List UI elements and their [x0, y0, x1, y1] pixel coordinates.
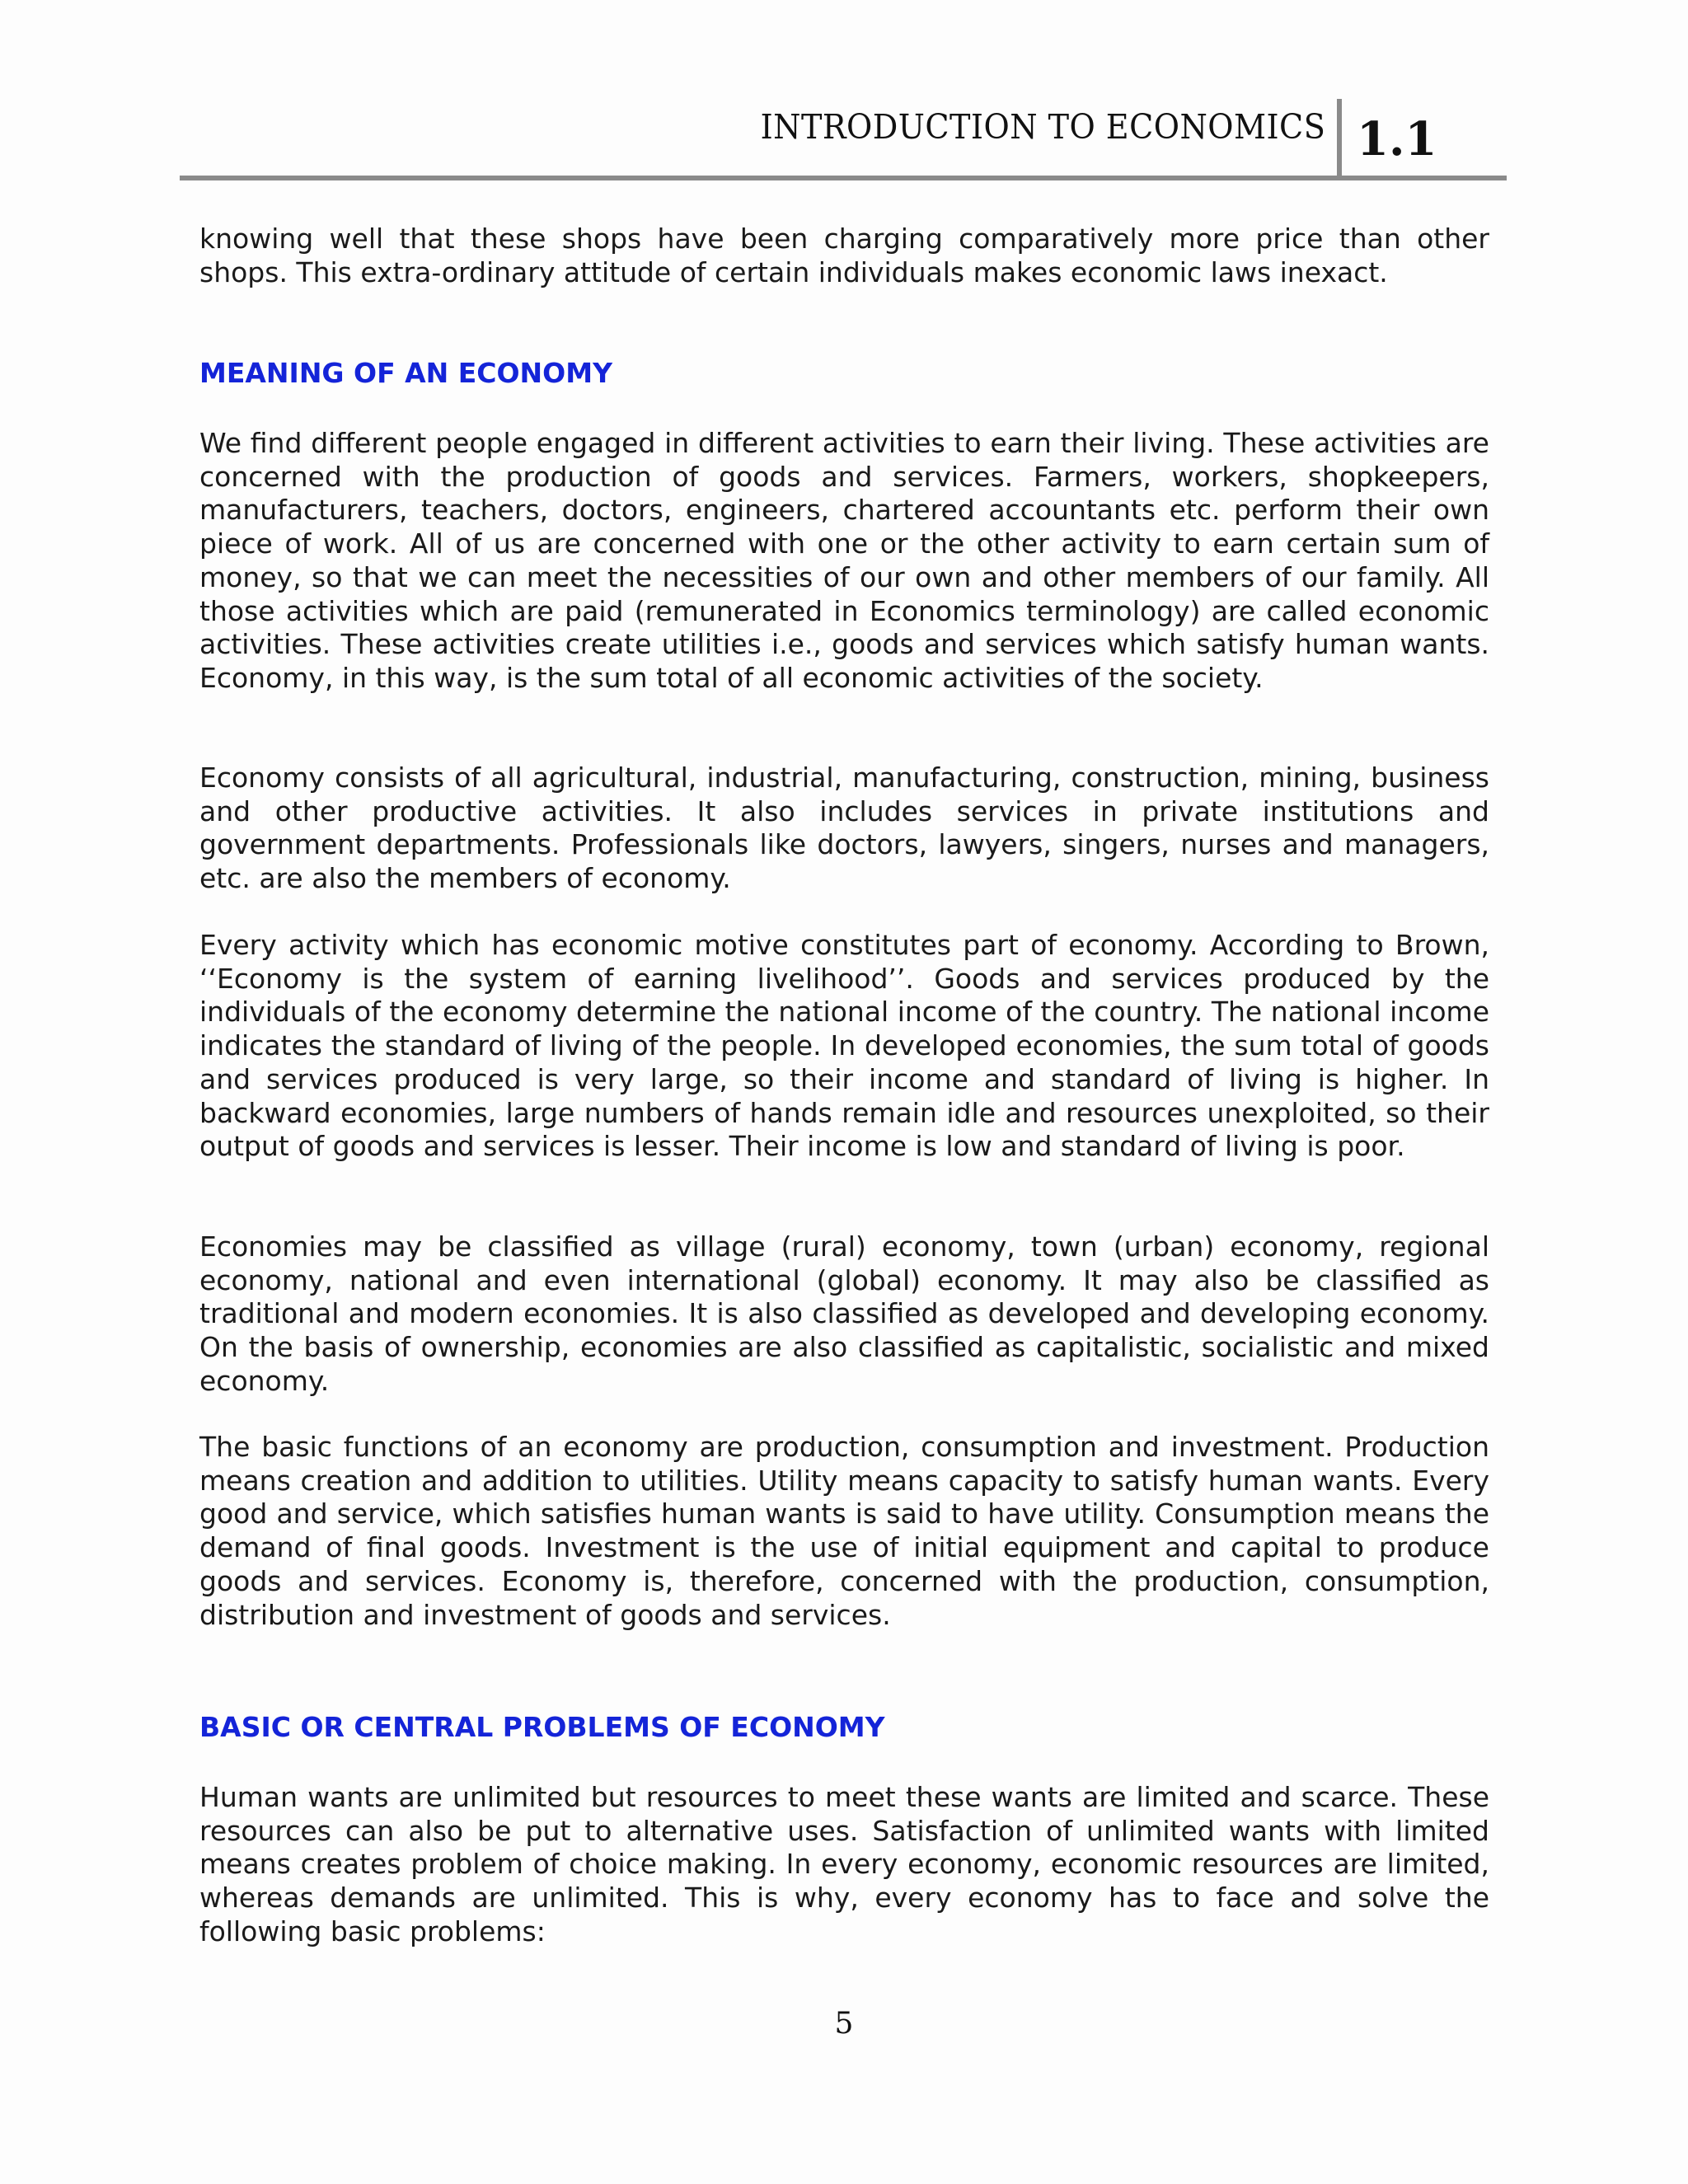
- chapter-number: 1.1: [1357, 112, 1437, 166]
- running-header-title: INTRODUCTION TO ECONOMICS: [760, 107, 1325, 147]
- paragraph: Economy consists of all agricultural, industrial, manufacturing, construction, mining, business and other productive activities. It also includes services in private institutions and government departments. Professionals like doctors, lawyers, singers, nurses and managers, etc. are also the members of economy.: [199, 762, 1489, 895]
- header-divider: [1337, 99, 1342, 178]
- page-number: 5: [834, 2007, 854, 2041]
- section-paragraph: [199, 1230, 1489, 1399]
- section-paragraph: [199, 929, 1489, 1164]
- section-paragraph: [199, 1431, 1489, 1632]
- header-rule: [180, 176, 1507, 180]
- section-heading-meaning-of-economy: MEANING OF AN ECONOMY: [199, 357, 612, 389]
- paragraph: Economies may be classified as village (rural) economy, town (urban) economy, regional economy, national and even international (global) economy. It may also be classified as traditional and modern economies. It is also classified as developed and developing economy. On the basis of ownership, economies are also classified as capitalistic, socialistic and mixed economy.: [199, 1230, 1489, 1397]
- paragraph: We find different people engaged in different activities to earn their living. These activities are concerned with the production of goods and services. Farmers, workers, shopkeepers, manufacturers, teachers, doctors, engineers, chartered accountants etc. perform their own piece of work. All of us are concerned with one or the other activity to earn certain sum of money, so that we can meet the necessities of our own and other members of our family. All those activities which are paid (remunerated in Economics terminology) are called economic activities. These activities create utilities i.e., goods and services which satisfy human wants. Economy, in this way, is the sum total of all economic activities of the society.: [199, 427, 1489, 694]
- paragraph: Human wants are unlimited but resources to meet these wants are limited and scarce. These resources can also be put to alternative uses. Satisfaction of unlimited wants with limited means creates problem of choice making. In every economy, economic resources are limited, whereas demands are unlimited. This is why, every economy has to face and solve the following basic problems:: [199, 1781, 1489, 1947]
- section-paragraph: [199, 762, 1489, 896]
- intro-paragraph: [199, 223, 1489, 289]
- section-paragraph: [199, 427, 1489, 696]
- paragraph: knowing well that these shops have been charging comparatively more price than other shops. This extra-ordinary attitude of certain individuals makes economic laws inexact.: [199, 223, 1489, 288]
- paragraph: The basic functions of an economy are production, consumption and investment. Production means creation and addition to utilities. Utility means capacity to satisfy human wants. Every good and service, which satisfies human wants is said to have utility. Consumption means the demand of final goods. Investment is the use of initial equipment and capital to produce goods and services. Economy is, therefore, concerned with the production, consumption, distribution and investment of goods and services.: [199, 1431, 1489, 1631]
- paragraph: Every activity which has economic motive constitutes part of economy. According to Brown, ‘‘Economy is the system of earning livelihood’’. Goods and services produced by the individuals of the economy determine the national income of the country. The national income indicates the standard of living of the people. In developed economies, the sum total of goods and services produced is very large, so their income and standard of living is higher. In backward economies, large numbers of hands remain idle and resources unexploited, so their output of goods and services is lesser. Their income is low and standard of living is poor.: [199, 929, 1489, 1163]
- section-paragraph: [199, 1781, 1489, 1949]
- section-heading-basic-problems: BASIC OR CENTRAL PROBLEMS OF ECONOMY: [199, 1711, 885, 1743]
